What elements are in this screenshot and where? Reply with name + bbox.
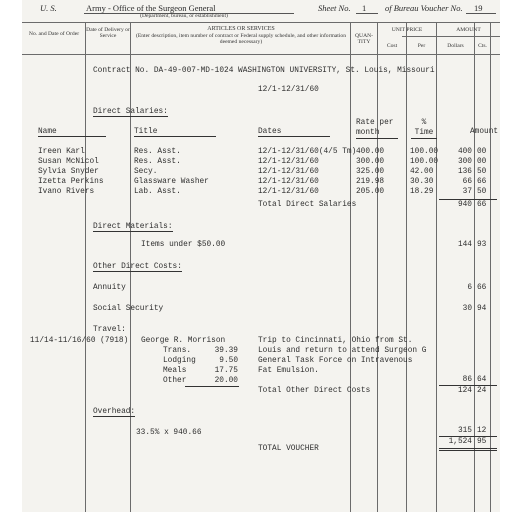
- col-divider-8: [490, 23, 491, 512]
- total-voucher-cents: 95: [477, 438, 487, 446]
- salary-dates: 12/1-12/31/60(4/5 Tm): [258, 148, 357, 156]
- salary-cents: 50: [477, 188, 487, 196]
- travel-order: 11/14-11/16/60 (7918): [30, 337, 129, 345]
- salary-dates: 12/1-12/31/60: [258, 188, 319, 196]
- salary-rate: 205.00: [356, 188, 385, 196]
- materials-dollars: 144: [457, 241, 472, 249]
- salary-cents: 50: [477, 168, 487, 176]
- trip-line: General Task Force on Intravenous: [258, 357, 413, 365]
- header-top-rule: [22, 22, 500, 23]
- annuity-cents: 66: [477, 284, 487, 292]
- other-sum-rule: [439, 385, 497, 386]
- expense-amount: 39.39: [214, 347, 238, 355]
- salary-name: Ivano Rivers: [38, 188, 95, 196]
- other-heading: Other Direct Costs:: [93, 263, 182, 271]
- salary-dollars: 66: [462, 178, 472, 186]
- traveler-name: George R. Morrison: [141, 337, 226, 345]
- col-order-header: No. and Date of Order: [28, 31, 80, 37]
- salaries-col-amount: Amount: [470, 128, 499, 136]
- col-divider-5: [406, 23, 407, 512]
- salary-time: 100.00: [410, 148, 439, 156]
- travel-dollars: 86: [462, 376, 472, 384]
- salary-dollars: 400: [457, 148, 472, 156]
- expense-amount: 17.75: [214, 367, 238, 375]
- voucher-no: 19: [474, 3, 483, 13]
- salary-time: 100.00: [410, 158, 439, 166]
- other-total-dollars: 124: [457, 387, 472, 395]
- col-divider-3: [350, 23, 351, 512]
- contract-period: 12/1-12/31/60: [258, 86, 319, 94]
- col-cost-header: Cost: [386, 43, 398, 49]
- sheet-no: 1: [362, 3, 367, 13]
- salaries-sum-rule: [439, 199, 497, 200]
- salary-cents: 00: [477, 148, 487, 156]
- sheet-no-underline: [356, 13, 378, 14]
- salary-name: Sylvia Snyder: [38, 168, 99, 176]
- salary-name: Susan McNicol: [38, 158, 99, 166]
- salary-dates: 12/1-12/31/60: [258, 178, 319, 186]
- agency-name: Army - Office of the Surgeon General: [86, 3, 216, 13]
- other-total-label: Total Other Direct Costs: [258, 387, 371, 395]
- col-quantity-header: QUAN-TITY: [354, 33, 374, 45]
- materials-heading: Direct Materials:: [93, 223, 173, 231]
- expense-label: Trans.: [163, 347, 192, 355]
- total-sum-rule: [439, 436, 497, 437]
- salaries-col-name: Name: [38, 128, 106, 137]
- salary-dates: 12/1-12/31/60: [258, 158, 319, 166]
- salary-title: Glassware Washer: [134, 178, 209, 186]
- salary-dates: 12/1-12/31/60: [258, 168, 319, 176]
- salary-name: Izetta Perkins: [38, 178, 104, 186]
- salary-cents: 66: [477, 178, 487, 186]
- us-label: U. S.: [40, 3, 57, 13]
- trip-line: Louis and return to attend Surgeon G: [258, 347, 427, 355]
- salary-rate: 300.00: [356, 158, 385, 166]
- col-delivery-header: Date of Delivery or Service: [86, 27, 130, 39]
- salaries-col-title: Title: [134, 128, 216, 137]
- annuity-dollars: 6: [467, 284, 472, 292]
- materials-cents: 93: [477, 241, 487, 249]
- social-security-label: Social Security: [93, 305, 164, 313]
- col-unit-price-header: UNIT PRICE: [391, 27, 423, 33]
- salary-title: Secy.: [134, 168, 158, 176]
- salary-time: 30.30: [410, 178, 434, 186]
- total-double-rule-2: [439, 450, 497, 451]
- trip-line: Trip to Cincinnati, Ohio from St.: [258, 337, 413, 345]
- col-articles-sub: (Enter description, item number of contract or Federal supply schedule, and other information deemed necessary): [135, 33, 346, 45]
- col-cts-header: Cts.: [478, 43, 487, 49]
- salary-dollars: 300: [457, 158, 472, 166]
- col-divider-4: [377, 23, 378, 512]
- trip-line: Fat Emulsion.: [258, 367, 319, 375]
- salary-cents: 00: [477, 158, 487, 166]
- social-security-cents: 94: [477, 305, 487, 313]
- agency-sub: (Department, bureau, or establishment): [140, 13, 228, 19]
- salary-title: Lab. Asst.: [134, 188, 181, 196]
- annuity-label: Annuity: [93, 284, 126, 292]
- expense-label: Lodging: [163, 357, 196, 365]
- salary-name: Ireen Karl: [38, 148, 85, 156]
- overhead-heading: Overhead:: [93, 408, 136, 416]
- expense-amount: 20.00: [214, 377, 238, 385]
- salary-time: 18.29: [410, 188, 434, 196]
- salaries-total-dollars: 940: [457, 201, 472, 209]
- col-divider-6: [436, 23, 437, 512]
- col-per-header: Per: [417, 43, 426, 49]
- salary-time: 42.00: [410, 168, 434, 176]
- salary-rate: 219.98: [356, 178, 385, 186]
- other-total-cents: 24: [477, 387, 487, 395]
- total-voucher-label: TOTAL VOUCHER: [258, 445, 319, 453]
- salary-dollars: 37: [462, 188, 472, 196]
- contract-line: Contract No. DA-49-007-MD-1024 WASHINGTON UNIVERSITY, St. Louis, Missouri: [93, 67, 435, 75]
- travel-label: Travel:: [93, 326, 126, 334]
- total-voucher-dollars: 1,524: [448, 438, 472, 446]
- salaries-total-cents: 66: [477, 201, 487, 209]
- salaries-heading: Direct Salaries:: [93, 108, 168, 116]
- header-line: [40, 3, 57, 13]
- col-articles-header: ARTICLES OR SERVICES: [207, 26, 275, 32]
- salaries-col-dates: Dates: [258, 128, 330, 137]
- salaries-col-time: % Time: [411, 118, 437, 139]
- total-double-rule-1: [439, 448, 497, 449]
- materials-item: Items under $50.00: [141, 241, 226, 249]
- header-bottom-rule: [22, 54, 500, 55]
- voucher-underline: [466, 13, 496, 14]
- salary-title: Res. Asst.: [134, 158, 181, 166]
- col-divider-7: [474, 23, 475, 512]
- social-security-dollars: 30: [462, 305, 472, 313]
- overhead-dollars: 315: [457, 427, 472, 435]
- col-divider-1: [85, 23, 86, 512]
- sheet-no-label: Sheet No.: [318, 3, 351, 13]
- voucher-sheet: [22, 0, 500, 512]
- expense-label: Other: [163, 377, 187, 385]
- salary-title: Res. Asst.: [134, 148, 181, 156]
- travel-cents: 64: [477, 376, 487, 384]
- voucher-label: of Bureau Voucher No.: [385, 3, 463, 13]
- col-amount-header: AMOUNT: [456, 27, 481, 33]
- expense-label: Meals: [163, 367, 187, 375]
- salary-rate: 400.00: [356, 148, 385, 156]
- col-dollars-header: Dollars: [447, 43, 464, 49]
- salary-rate: 325.00: [356, 168, 385, 176]
- salaries-col-rate: Rate per month: [356, 118, 398, 139]
- salary-dollars: 136: [457, 168, 472, 176]
- expenses-sum-rule: [185, 386, 239, 387]
- expense-amount: 9.50: [219, 357, 238, 365]
- header-mid-rule: [402, 36, 500, 37]
- salaries-total-label: Total Direct Salaries: [258, 201, 357, 209]
- overhead-cents: 12: [477, 427, 487, 435]
- overhead-formula: 33.5% x 940.66: [136, 429, 202, 437]
